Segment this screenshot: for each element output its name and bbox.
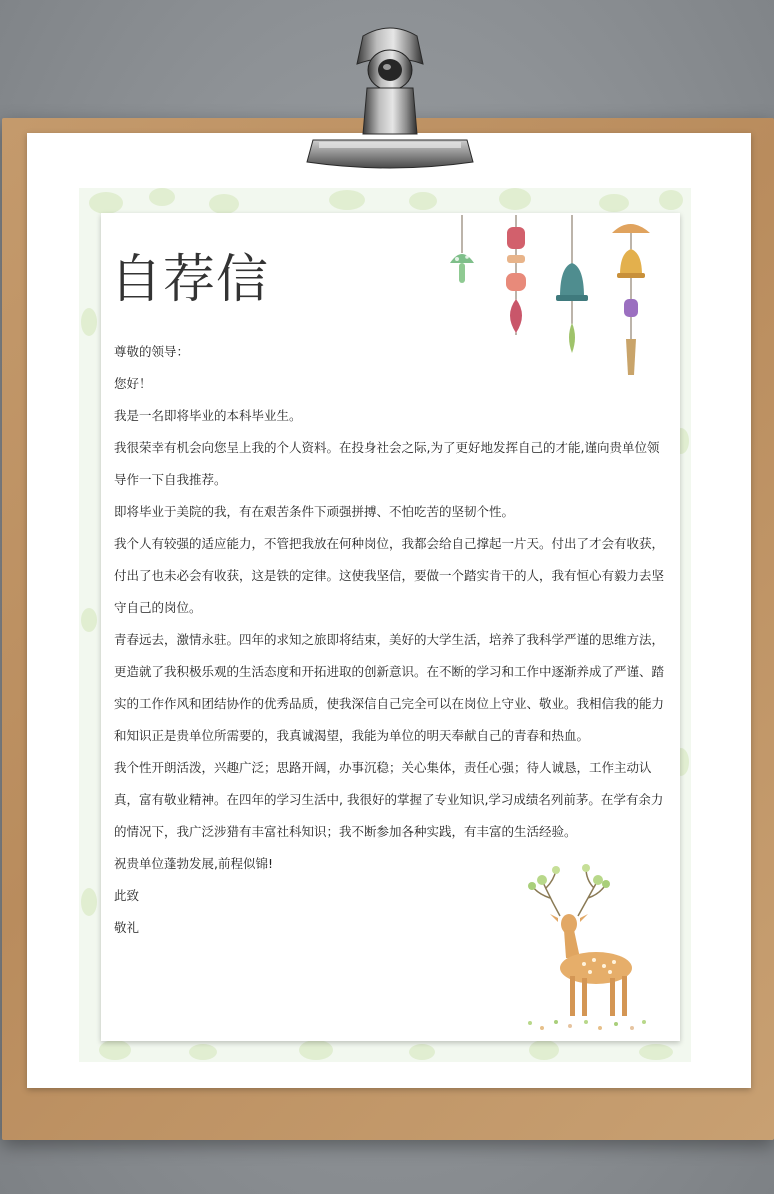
closing-line-1: 此致 xyxy=(114,888,140,903)
paragraph-5: 青春远去，激情永驻。四年的求知之旅即将结束，美好的大学生活，培养了我科学严谨的思维方法，更造就了我积极乐观的生活态度和开拓进取的创新意识。在不断的学习和工作中逐渐养成了严谨、踏实的工作作风和团结协作的优秀品质，使我深信自己完全可以在岗位上守业、敬业。我相信我的能力和知识正是贵单位所需要的，我真诚渴望，我能为单位的明天奉献自己的青春和热血。 xyxy=(114,632,665,743)
deer-icon xyxy=(520,858,652,1038)
paragraph-4: 我个人有较强的适应能力，不管把我放在何种岗位，我都会给自己撑起一片天。付出了才会有收获，付出了也未必会有收获，这是铁的定律。这使我坚信，要做一个踏实肯干的人，我有恒心有毅力去坚守自己的岗位。 xyxy=(114,536,665,615)
paragraph-2: 我很荣幸有机会向您呈上我的个人资料。在投身社会之际,为了更好地发挥自己的才能,谨向贵单位领导作一下自我推荐。 xyxy=(114,440,660,487)
closing-line-2: 敬礼 xyxy=(114,920,140,935)
paragraph-6: 我个性开朗活泼，兴趣广泛；思路开阔，办事沉稳；关心集体，责任心强；待人诚恳，工作主动认真，富有敬业精神。在四年的学习生活中, 我很好的掌握了专业知识,学习成绩名列前茅。在学有余力的情况下，我广泛涉猎有丰富社科知识；我不断参加各种实践，有丰富的生活经验。 xyxy=(114,760,664,839)
greeting: 您好！ xyxy=(114,376,152,391)
paragraph-3: 即将毕业于美院的我，有在艰苦条件下顽强拼搏、不怕吃苦的坚韧个性。 xyxy=(114,504,515,519)
paragraph-1: 我是一名即将毕业的本科毕业生。 xyxy=(114,408,302,423)
salutation: 尊敬的领导： xyxy=(114,344,190,359)
letter-title: 自荐信 xyxy=(110,250,270,310)
binder-clip-icon xyxy=(305,24,475,174)
paragraph-7: 祝贵单位蓬勃发展,前程似锦! xyxy=(114,856,273,871)
